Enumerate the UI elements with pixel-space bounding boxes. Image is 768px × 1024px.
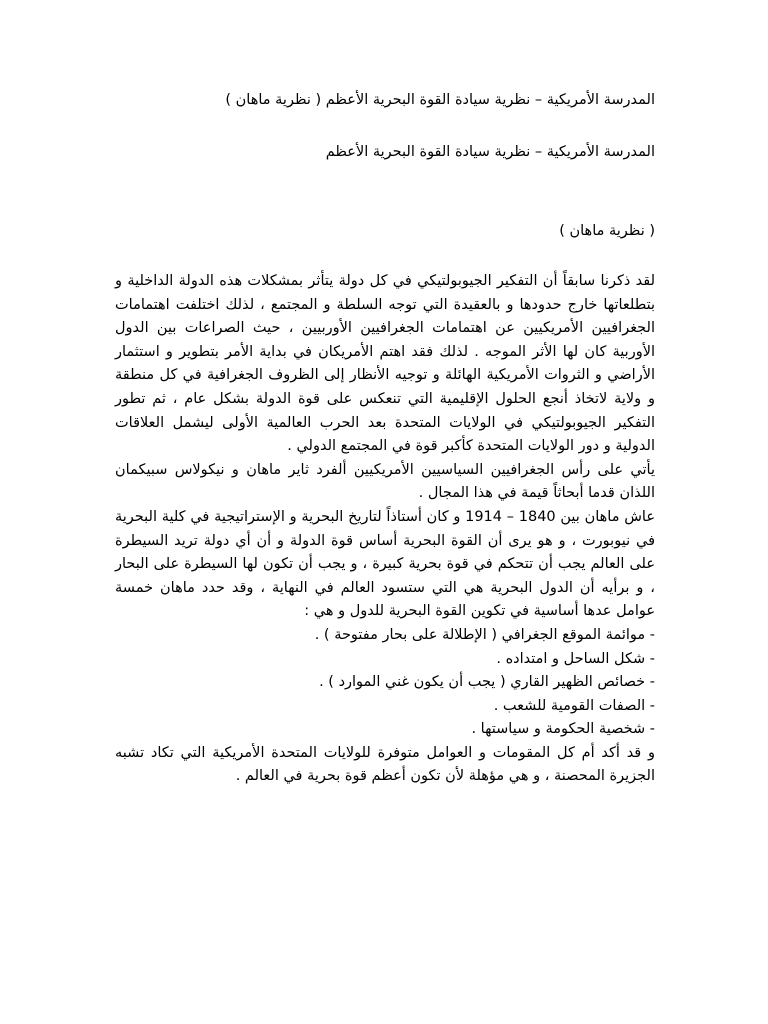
paragraph-geographers: يأتي على رأس الجغرافيين السياسيين الأمريكيين ألفرد ثاير ماهان و نيكولاس سبيكمان اللذان قدما أبحاثاً قيمة في هذا المجال . (115, 461, 655, 502)
factor-item: - خصائص الظهير القاري ( يجب أن يكون غني الموارد ) . (319, 674, 655, 691)
paragraph-conclusion: و قد أكد أم كل المقومات و العوامل متوفرة للولايات المتحدة الأمريكية التي تكاد تشبه الجزيرة المحصنة ، و هي مؤهلة لأن تكون أعظم قوة بحرية في العالم . (115, 744, 655, 785)
paragraph-mahan: عاش ماهان بين 1840 – 1914 و كان أستاذاً لتاريخ البحرية و الإستراتيجية في كلية البحرية في نيوبورت ، و هو يرى أن القوة البحرية أساس قوة الدولة و أن أي دولة تريد السيطرة على العالم يجب أن تتحكم في قوة بحرية كبيرة ، و يجب أن تكون لها السيطرة على البحار ، و برأيه أن الدول البحرية هي التي ستسود العالم في النهاية ، وقد حدد ماهان خمسة عوامل عدها أساسية في تكوين القوة البحرية للدول و هي : (115, 508, 656, 620)
document-heading-full: المدرسة الأمريكية – نظرية سيادة القوة البحرية الأعظم ( نظرية ماهان ) (225, 92, 655, 108)
factor-item: - الصفات القومية للشعب . (493, 697, 655, 714)
factor-item: - موائمة الموقع الجغرافي ( الإطلالة على بحار مفتوحة ) . (314, 626, 655, 643)
factor-item: - شكل الساحل و امتداده . (496, 650, 655, 667)
document-heading-subtitle: ( نظرية ماهان ) (559, 223, 655, 239)
factor-item: - شخصية الحكومة و سياستها . (471, 721, 655, 738)
document-body (115, 270, 655, 789)
paragraph-intro: لقد ذكرنا سابقاً أن التفكير الجيوبولتيكي في كل دولة يتأثر بمشكلات هذه الدولة الداخلية و بتطلعاتها خارج حدودها و بالعقيدة التي توجه السلطة و المجتمع ، لذلك اختلفت اهتمامات الجغرافيين الأمريكيين عن اهتمامات الجغرافيين الأوربيين ، حيث الصراعات بين الدول الأوربية كان لها الأثر الموجه . لذلك فقد اهتم الأمريكان في بداية الأمر بتطوير و استثمار الأراضي و الثروات الأمريكية الهائلة و توجيه الأنظار إلى الظروف الجغرافية في كل منطقة و ولاية لاتخاذ أنجع الحلول الإقليمية التي تنعكس على قوة الدولة بشكل عام ، ثم تطور التفكير الجيوبولتيكي في الولايات المتحدة بعد الحرب العالمية الأولى ليشمل العلاقات الدولية و دور الولايات المتحدة كأكبر قوة في المجتمع الدولي . (115, 273, 655, 455)
document-heading-title: المدرسة الأمريكية – نظرية سيادة القوة البحرية الأعظم (325, 144, 655, 160)
factors-list (115, 624, 655, 742)
